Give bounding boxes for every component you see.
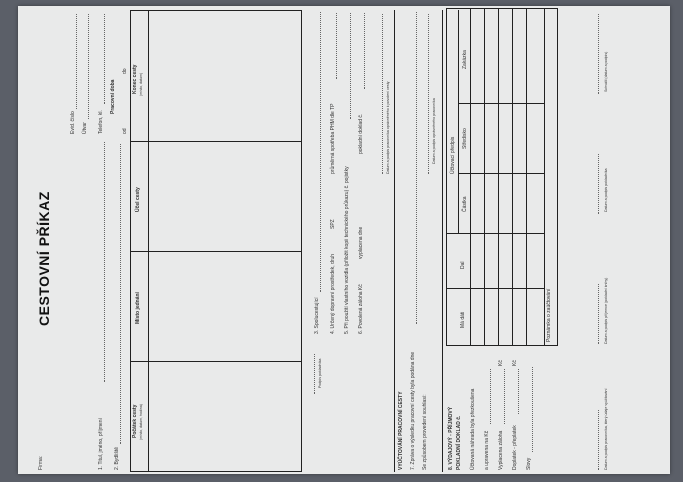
- acc-col4: [458, 103, 544, 104]
- opravneny-sig-line[interactable]: [428, 14, 429, 174]
- field-7-label: 7. Zpráva o výsledku pracovní cesty byla podána dne: [410, 351, 416, 470]
- travel-table: [130, 10, 302, 472]
- zakazka-header: Zakázka: [462, 50, 468, 69]
- col-konec: Konec cesty: [132, 64, 138, 94]
- travel-table-header-line: [148, 10, 149, 472]
- vyuctovani-header: VYÚČTOVÁNÍ PRACOVNÍ CESTY: [398, 391, 404, 470]
- dal-header: Dal: [460, 261, 466, 269]
- col-pocatek: Počátek cesty: [132, 404, 138, 438]
- evid-cislo-field[interactable]: [76, 14, 77, 109]
- stredisko-header: Středisko: [462, 128, 468, 149]
- utvar-label: Útvar: [82, 122, 88, 134]
- spz-label: SPZ: [330, 219, 336, 229]
- vyplacena-zaloha-input[interactable]: [504, 369, 505, 424]
- field-3-input[interactable]: [320, 12, 321, 292]
- field-1-input[interactable]: [104, 142, 105, 382]
- travel-table-col3: [130, 141, 302, 142]
- field-1-label: 1. Titul, jméno, příjmení: [98, 418, 104, 470]
- sig2-label: Datum a podpis příjemce (pokladní knihy): [604, 277, 608, 344]
- pokladni-doklad-2-label: POKLADNÍ DOKLAD č.: [456, 415, 462, 470]
- acc-row-line-3: [512, 8, 513, 346]
- vyplacena-zaloha-label: Vyplacena záloha: [498, 430, 504, 470]
- form-title: CESTOVNÍ PŘÍKAZ: [36, 191, 52, 326]
- field-4-label: 4. Určený dopravní prostředek, druh: [330, 253, 336, 334]
- firma-label: Firma:: [38, 455, 44, 470]
- upravena-input[interactable]: [490, 369, 491, 424]
- field-5-label: 5. Při použití vlastního vozidla (přiložit kopii technického průkazu) č. pojistky: [344, 166, 350, 334]
- sig1-label: Datum a podpis pracovníka, který údaje vyúčtování: [604, 388, 608, 470]
- field-7-input[interactable]: [416, 12, 417, 324]
- podpis-pokladnika: Podpis pokladníka: [318, 358, 322, 388]
- doplatek-label: Doplatek - přeplatek: [512, 425, 518, 470]
- prumerna-label: průměrná spotřeba PHM dle TP: [330, 103, 336, 174]
- vyplacena-label: vyplacena dne: [358, 226, 364, 259]
- evid-cislo-label: Evid. číslo: [70, 111, 76, 134]
- field-2-input[interactable]: [120, 144, 121, 444]
- field-8-label: 8. VÝDAJOVÝ - PŘÍJMOVÝ: [448, 406, 454, 470]
- col-pocatek-sub: (místo, datum, hodina): [139, 404, 143, 440]
- acc-row-line-5: [544, 8, 545, 346]
- ucetni-predpis-label: Účtovací předpis: [450, 136, 456, 174]
- sig3-line[interactable]: [598, 154, 599, 214]
- section-divider: [394, 10, 395, 472]
- accounting-subheader-line: [458, 10, 459, 234]
- sig4-line[interactable]: [598, 14, 599, 94]
- acc-row-line-1: [484, 8, 485, 346]
- col-ucel: Účel cesty: [135, 187, 141, 212]
- field-3-label: 3. Spolucestující: [314, 297, 320, 334]
- field-6-label: 6. Povolená záloha Kč: [358, 284, 364, 334]
- do-label: do: [122, 68, 128, 74]
- col-misto: Místo jednání: [135, 292, 141, 324]
- povolil-sig-line[interactable]: [382, 14, 383, 174]
- travel-table-col1: [130, 361, 302, 362]
- telefon-label: Telefon, kl.: [98, 110, 104, 134]
- doplatek-input[interactable]: [518, 369, 519, 414]
- accounting-header-line: [470, 8, 471, 346]
- pokladnik-sig-line[interactable]: [314, 354, 315, 394]
- datum-podpis-opravneneho: Datum a podpis oprávněného pracovníka: [432, 98, 436, 164]
- field-4-input[interactable]: [336, 13, 337, 79]
- utvar-field[interactable]: [88, 14, 89, 119]
- slovy-label: Slovy: [526, 457, 532, 470]
- pokladni-doklad-label: pokladní doklad č.: [358, 113, 364, 154]
- od-label: od: [122, 128, 128, 134]
- sig2-line[interactable]: [598, 284, 599, 344]
- sig4-label: Schválil (datum a podpis): [604, 51, 608, 92]
- castka-header: Částka: [462, 196, 468, 212]
- field-6-input[interactable]: [364, 13, 365, 89]
- pracovni-doba-label: Pracovní doba: [110, 79, 116, 114]
- slovy-input[interactable]: [532, 367, 533, 452]
- kc-label-1: Kč: [498, 360, 504, 366]
- acc-col2: [446, 233, 544, 234]
- travel-table-col2: [130, 251, 302, 252]
- form-sheet: [18, 6, 670, 474]
- acc-row-line-2: [498, 8, 499, 346]
- upravena-label: a upravena na Kč: [484, 430, 490, 470]
- uctovana-label: Účtovaná náhrada byla přezkoušena: [470, 388, 476, 470]
- acc-col1: [446, 288, 544, 289]
- poznamka-label: Poznámka o zaúčtování: [546, 288, 552, 342]
- acc-col3: [458, 173, 544, 174]
- rotated-form: [18, 6, 670, 474]
- field-5-input[interactable]: [350, 13, 351, 119]
- field-2-label: 2. Bydliště: [114, 446, 120, 470]
- sig3-label: Datum a podpis pokladníka: [604, 168, 608, 212]
- ma-dati-header: Má dáti: [460, 311, 466, 328]
- telefon-field[interactable]: [104, 14, 105, 104]
- souhlasi-label: Se způsobem provedení souhlasí:: [422, 394, 428, 470]
- sig1-line[interactable]: [598, 410, 599, 470]
- acc-row-line-4: [526, 8, 527, 346]
- section-divider-2: [442, 10, 443, 472]
- datum-podpis-povolil: Datum a podpis pracovníka oprávněného k povolení cesty: [386, 81, 390, 174]
- kc-label-2: Kč: [512, 360, 518, 366]
- col-konec-sub: (místo, datum): [139, 72, 143, 96]
